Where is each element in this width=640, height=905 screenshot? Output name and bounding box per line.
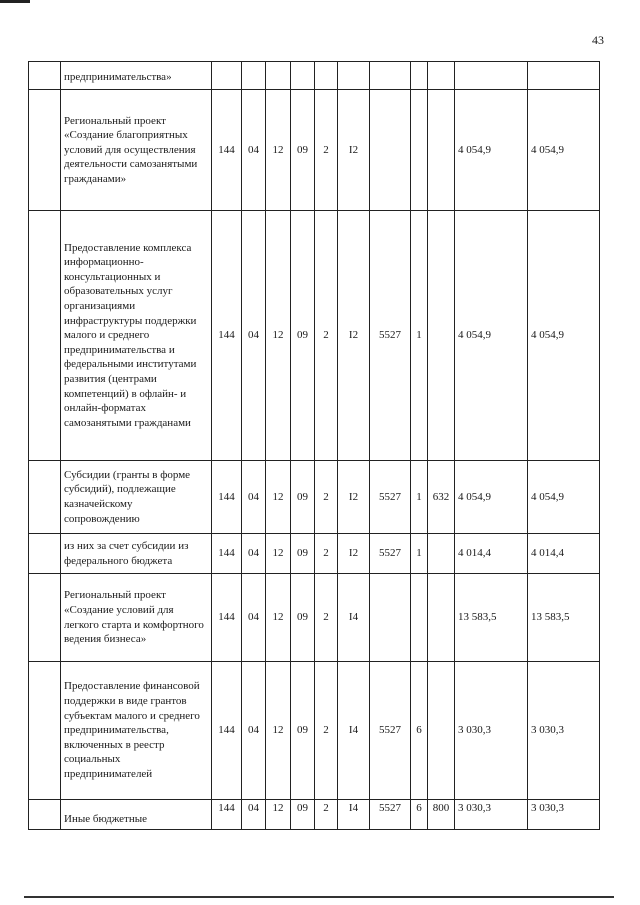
- amount-cell: 3 030,3: [528, 800, 600, 830]
- code-cell: [411, 90, 428, 211]
- code-cell: 800: [428, 800, 455, 830]
- code-cell: 2: [315, 800, 338, 830]
- code-cell: 04: [242, 662, 266, 800]
- table-row: [29, 90, 600, 211]
- scan-corner-mark: [0, 0, 30, 3]
- code-cell: [370, 90, 411, 211]
- table-row: [29, 800, 600, 830]
- table-row: [29, 662, 600, 800]
- amount-cell: 4 014,4: [528, 534, 600, 574]
- row-index-cell: [29, 534, 61, 574]
- code-cell: 09: [291, 534, 315, 574]
- code-cell: 12: [266, 90, 291, 211]
- code-cell: 09: [291, 800, 315, 830]
- table-row: [29, 574, 600, 662]
- code-cell: 5527: [370, 534, 411, 574]
- code-cell: 2: [315, 662, 338, 800]
- row-index-cell: [29, 90, 61, 211]
- row-index-cell: [29, 574, 61, 662]
- amount-cell: 4 054,9: [528, 90, 600, 211]
- code-cell: 12: [266, 461, 291, 534]
- row-name-cell: Региональный проект «Создание благоприятных условий для осуществления деятельности самозанятыми гражданами»: [61, 90, 212, 211]
- code-cell: 04: [242, 461, 266, 534]
- code-cell: 04: [242, 211, 266, 461]
- code-cell: 144: [212, 574, 242, 662]
- code-cell: [370, 62, 411, 90]
- row-index-cell: [29, 62, 61, 90]
- code-cell: 5527: [370, 662, 411, 800]
- code-cell: 04: [242, 574, 266, 662]
- code-cell: 144: [212, 461, 242, 534]
- code-cell: 6: [411, 800, 428, 830]
- code-cell: [266, 62, 291, 90]
- code-cell: 12: [266, 574, 291, 662]
- row-index-cell: [29, 461, 61, 534]
- code-cell: 04: [242, 800, 266, 830]
- row-name-cell: предпринимательства»: [61, 62, 212, 90]
- code-cell: 144: [212, 211, 242, 461]
- code-cell: [291, 62, 315, 90]
- code-cell: 144: [212, 800, 242, 830]
- amount-cell: 13 583,5: [455, 574, 528, 662]
- code-cell: 632: [428, 461, 455, 534]
- row-name-cell: из них за счет субсидии из федерального бюджета: [61, 534, 212, 574]
- code-cell: 09: [291, 574, 315, 662]
- amount-cell: 4 054,9: [455, 90, 528, 211]
- code-cell: 04: [242, 90, 266, 211]
- code-cell: 09: [291, 461, 315, 534]
- code-cell: 09: [291, 662, 315, 800]
- amount-cell: [455, 62, 528, 90]
- code-cell: [242, 62, 266, 90]
- table-row: [29, 62, 600, 90]
- code-cell: I2: [338, 534, 370, 574]
- table-body: [29, 62, 600, 830]
- code-cell: 144: [212, 534, 242, 574]
- amount-cell: 3 030,3: [455, 662, 528, 800]
- code-cell: [428, 62, 455, 90]
- code-cell: 1: [411, 461, 428, 534]
- row-name-cell: Иные бюджетные: [61, 800, 212, 830]
- code-cell: 2: [315, 534, 338, 574]
- row-name-cell: Субсидии (гранты в форме субсидий), подлежащие казначейскому сопровождению: [61, 461, 212, 534]
- code-cell: 12: [266, 800, 291, 830]
- budget-table: [28, 61, 600, 830]
- code-cell: 04: [242, 534, 266, 574]
- code-cell: [212, 62, 242, 90]
- row-name-cell: Предоставление финансовой поддержки в виде грантов субъектам малого и среднего предпринимательства, включенных в реестр социальных предпринимателей: [61, 662, 212, 800]
- amount-cell: 4 054,9: [528, 461, 600, 534]
- code-cell: 144: [212, 90, 242, 211]
- code-cell: 5527: [370, 211, 411, 461]
- amount-cell: 13 583,5: [528, 574, 600, 662]
- code-cell: 1: [411, 211, 428, 461]
- code-cell: 2: [315, 574, 338, 662]
- code-cell: I2: [338, 461, 370, 534]
- code-cell: 144: [212, 662, 242, 800]
- table-row: [29, 534, 600, 574]
- code-cell: 2: [315, 211, 338, 461]
- code-cell: 09: [291, 211, 315, 461]
- amount-cell: 4 054,9: [455, 461, 528, 534]
- code-cell: 1: [411, 534, 428, 574]
- code-cell: [428, 574, 455, 662]
- code-cell: 2: [315, 461, 338, 534]
- code-cell: I4: [338, 574, 370, 662]
- code-cell: 6: [411, 662, 428, 800]
- code-cell: I4: [338, 662, 370, 800]
- amount-cell: 4 054,9: [528, 211, 600, 461]
- code-cell: I2: [338, 211, 370, 461]
- table-row: [29, 211, 600, 461]
- page-number: 43: [592, 33, 604, 47]
- code-cell: I4: [338, 800, 370, 830]
- code-cell: 5527: [370, 800, 411, 830]
- code-cell: [411, 62, 428, 90]
- code-cell: 2: [315, 90, 338, 211]
- code-cell: 12: [266, 534, 291, 574]
- code-cell: 12: [266, 662, 291, 800]
- row-index-cell: [29, 662, 61, 800]
- amount-cell: [528, 62, 600, 90]
- amount-cell: 4 054,9: [455, 211, 528, 461]
- amount-cell: 4 014,4: [455, 534, 528, 574]
- code-cell: 5527: [370, 461, 411, 534]
- code-cell: I2: [338, 90, 370, 211]
- amount-cell: 3 030,3: [455, 800, 528, 830]
- amount-cell: 3 030,3: [528, 662, 600, 800]
- code-cell: [428, 211, 455, 461]
- row-index-cell: [29, 800, 61, 830]
- code-cell: [411, 574, 428, 662]
- scan-bottom-line: [24, 896, 614, 898]
- row-index-cell: [29, 211, 61, 461]
- code-cell: 09: [291, 90, 315, 211]
- code-cell: [315, 62, 338, 90]
- row-name-cell: Предоставление комплекса информационно-консультационных и образовательных услуг организациями инфраструктуры поддержки малого и среднего предпринимательства и федеральными институтами развития (центрами компетенций) в офлайн- и онлайн-форматах самозанятыми гражданами: [61, 211, 212, 461]
- code-cell: [428, 662, 455, 800]
- code-cell: [370, 574, 411, 662]
- code-cell: 12: [266, 211, 291, 461]
- code-cell: [338, 62, 370, 90]
- code-cell: [428, 534, 455, 574]
- table-row: [29, 461, 600, 534]
- row-name-cell: Региональный проект «Создание условий для легкого старта и комфортного ведения бизнеса»: [61, 574, 212, 662]
- code-cell: [428, 90, 455, 211]
